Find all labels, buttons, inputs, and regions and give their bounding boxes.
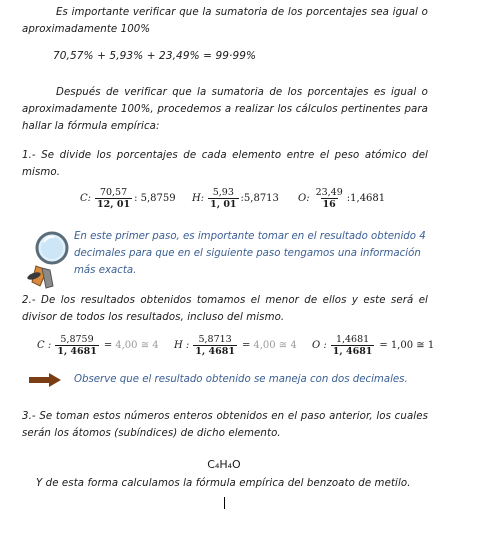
closing-text: Y de esta forma calculamos la fórmula empírica del benzoato de metilo. — [36, 478, 411, 489]
h-label: H: — [192, 193, 205, 204]
step2-o-equation — [312, 334, 434, 357]
intro-text: Es importante verificar que la sumatoria de los porcentajes sea igual o aproximadamente 100% — [22, 7, 428, 35]
h-denominator: 1, 01 — [210, 199, 237, 210]
c2-equals: = — [103, 340, 113, 351]
o2-label: O : — [312, 340, 327, 351]
o-result: :1,4681 — [346, 193, 386, 204]
step2-text: 2.- De los resultados obtenidos tomamos el menor de ellos y este será el divisor de todos los resultados, incluso del mismo. — [22, 295, 428, 323]
step1-h-equation — [192, 187, 279, 210]
percentage-sum: 70,57% + 5,93% + 23,49% = 99·99% — [53, 50, 257, 62]
empirical-formula: C₄H₄O — [207, 458, 241, 471]
o-denominator: 16 — [322, 199, 336, 210]
magnifier-icon — [22, 228, 72, 290]
c2-denominator: 1, 4681 — [57, 346, 97, 357]
c-numerator: 70,57 — [99, 187, 128, 198]
o2-value: 1,00 ≅ 1 — [390, 340, 435, 351]
o-label: O: — [298, 193, 310, 204]
o-numerator: 23,49 — [315, 187, 343, 198]
text-cursor — [224, 497, 225, 509]
o2-denominator: 1, 4681 — [332, 346, 373, 357]
h-result: :5,8713 — [240, 193, 279, 204]
c-denominator: 12, 01 — [97, 199, 131, 210]
step1-text: 1.- Se divide los porcentajes de cada elemento entre el peso atómico del mismo. — [22, 150, 428, 178]
h2-value: 4,00 ≅ 4 — [253, 340, 297, 351]
step1-c-equation — [80, 187, 176, 210]
step2-c-equation — [37, 334, 159, 357]
step3-text: 3.- Se toman estos números enteros obtenidos en el paso anterior, los cuales serán los átomos (subíndices) de dicho elemento. — [22, 411, 428, 439]
o2-equals: = — [379, 340, 388, 351]
c2-numerator: 5,8759 — [60, 334, 94, 345]
h2-label: H : — [174, 340, 190, 351]
c2-label: C : — [37, 340, 52, 351]
c-label: C: — [80, 193, 92, 204]
h-numerator: 5,93 — [212, 187, 234, 198]
h2-denominator: 1, 4681 — [195, 346, 235, 357]
step2-note: Observe que el resultado obtenido se maneja con dos decimales. — [74, 374, 408, 385]
h2-equals: = — [241, 340, 251, 351]
step1-note: En este primer paso, es importante tomar en el resultado obtenido 4 decimales para que en el siguiente paso tengamos una información más exacta. — [74, 231, 426, 276]
step1-o-equation — [298, 187, 385, 210]
c-result: : 5,8759 — [134, 193, 176, 204]
arrow-right-icon — [28, 373, 62, 387]
o2-numerator: 1,4681 — [335, 334, 370, 345]
c2-value: 4,00 ≅ 4 — [115, 340, 159, 351]
after-text: Después de verificar que la sumatoria de los porcentajes es igual o aproximadamente 100%, procedemos a realizar los cálculos pertinentes para hallar la fórmula empírica: — [22, 87, 428, 132]
h2-numerator: 5,8713 — [198, 334, 232, 345]
step2-h-equation — [174, 334, 297, 357]
